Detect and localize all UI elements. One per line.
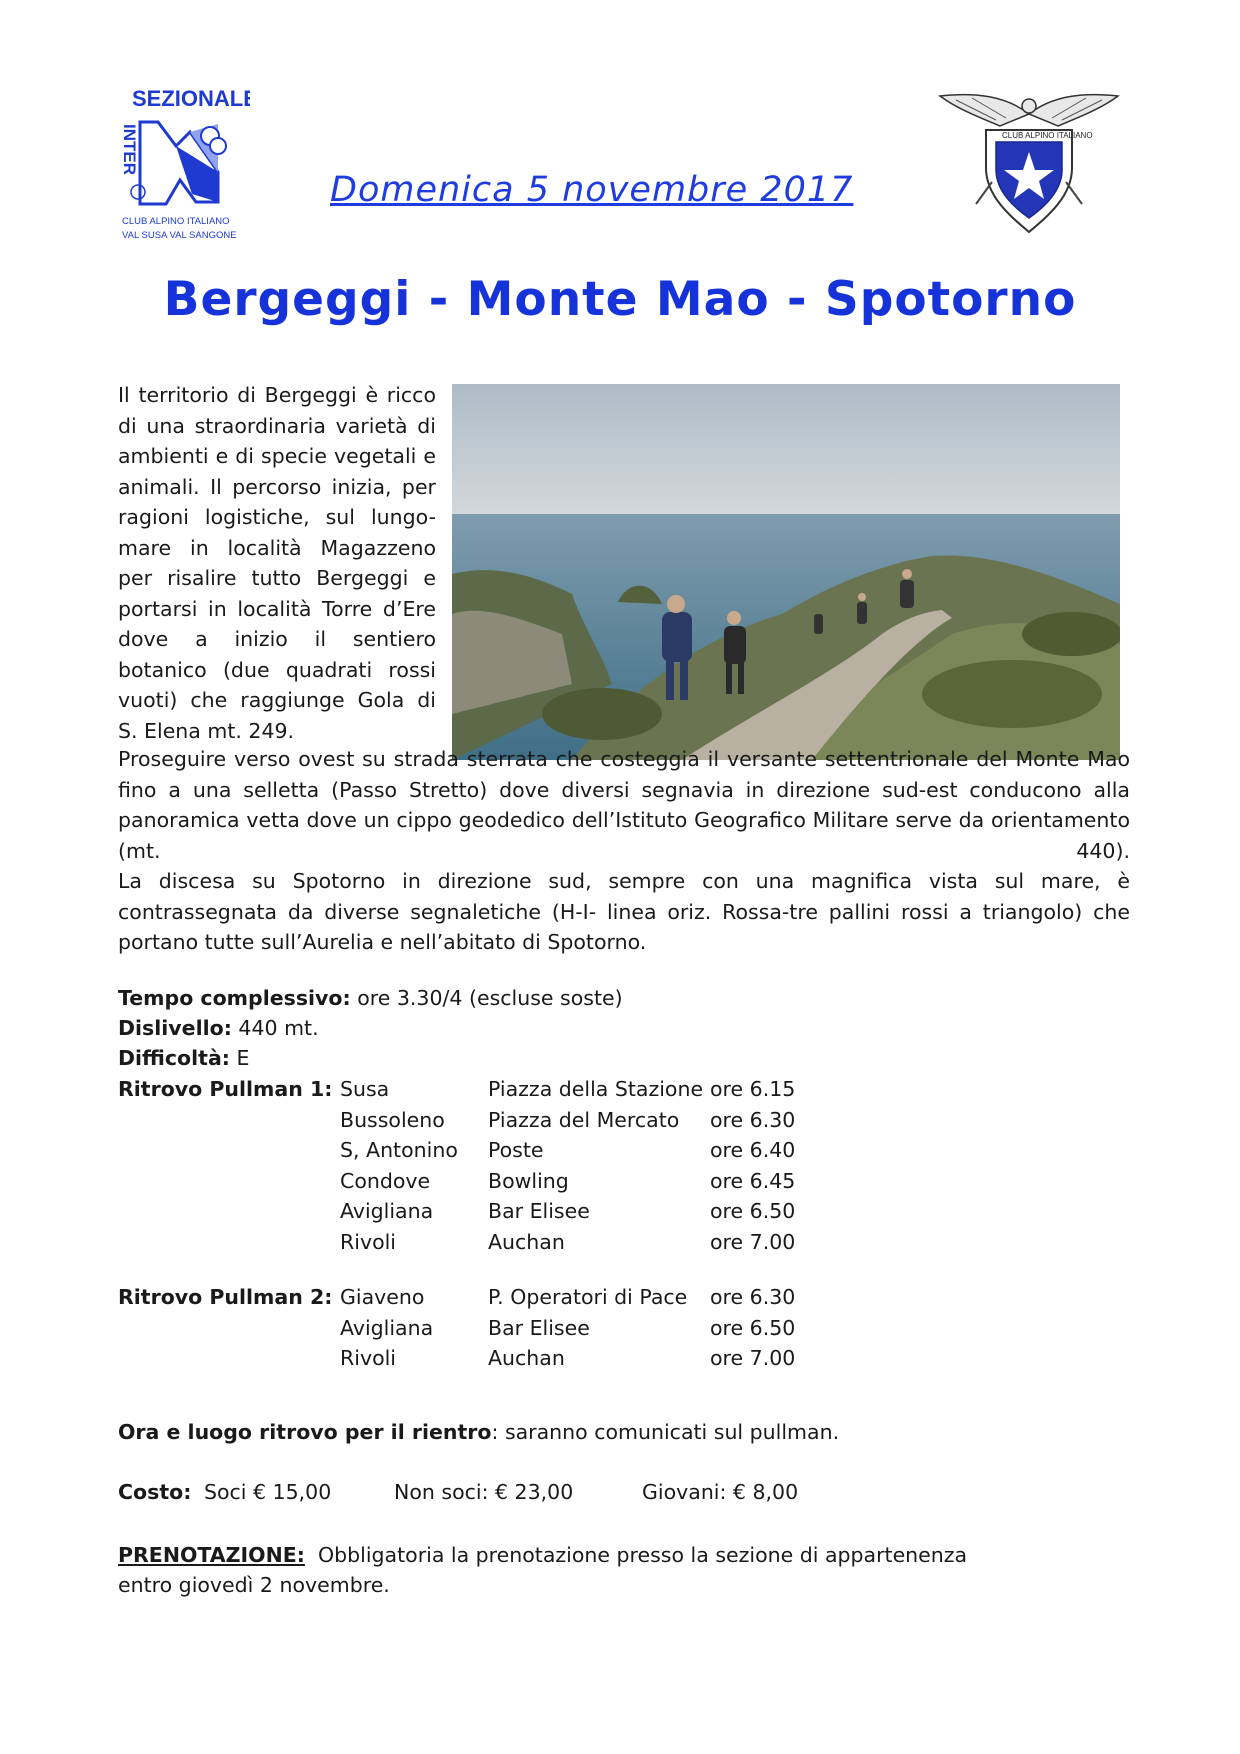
stop-time: ore 6.40: [710, 1138, 796, 1163]
stop-town: Bussoleno: [340, 1107, 445, 1132]
logo-word-top: SEZIONALE: [132, 86, 250, 111]
booking-line-2: entro giovedì 2 novembre.: [118, 1573, 390, 1597]
stop-place: Piazza del Mercato: [488, 1107, 680, 1132]
tempo-value: ore 3.30/4 (escluse soste): [350, 986, 623, 1010]
stop-time: ore 7.00: [710, 1346, 796, 1371]
stop-place: Poste: [488, 1138, 544, 1163]
pullman-2-schedule: [118, 1282, 810, 1374]
cost-label: Costo:: [118, 1480, 192, 1504]
rientro-label: Ora e luogo ritrovo per il rientro: [118, 1420, 492, 1444]
table-row: [118, 1282, 810, 1313]
intro-text: Il territorio di Bergeggi è ricco di una straordinaria varietà di ambienti e di specie vegetali e animali. Il percorso inizia, per ragioni logistiche, sul lungo-mare in località Magazzeno per risalire tutto Bergeggi e portarsi in località Torre d’Ere dove a inizio il sentiero botanico (due quadrati rossi vuoti) che raggiunge Gola di S. Elena mt. 249.: [118, 383, 436, 743]
stop-town: Condove: [340, 1168, 431, 1193]
difficolta-label: Difficoltà:: [118, 1046, 230, 1070]
cost-giovani: Giovani: € 8,00: [642, 1480, 799, 1504]
stop-time: ore 6.45: [710, 1168, 796, 1193]
stop-town: Rivoli: [340, 1346, 397, 1371]
tempo-label: Tempo complessivo:: [118, 986, 351, 1010]
tempo-line: [118, 986, 623, 1010]
stop-place: Bowling: [488, 1168, 569, 1193]
booking-line-1: Obbligatoria la prenotazione presso la sezione di appartenenza: [317, 1543, 968, 1567]
route-paragraph-1: Proseguire verso ovest su strada sterrata che costeggia il versante settentrionale del Monte Mao fino a una selletta (Passo Stretto) dove diversi segnavia in direzione sud-est conducono alla panoramica vetta dove un cippo geodedico dell’Istituto Geografico Militare serve da orientamento (mt. 440).: [118, 747, 1130, 863]
stop-time: ore 6.50: [710, 1199, 796, 1224]
hikers-photo: [452, 384, 1120, 760]
stop-place: Bar Elisee: [488, 1199, 590, 1224]
table-row: [118, 1196, 810, 1227]
table-row: [118, 1135, 810, 1166]
difficolta-value: E: [230, 1046, 250, 1070]
booking-label: PRENOTAZIONE:: [118, 1543, 305, 1567]
stop-town: Avigliana: [340, 1199, 434, 1224]
page-title: Bergeggi - Monte Mao - Spotorno: [163, 272, 1077, 327]
intersezionale-logo: [118, 84, 250, 246]
cai-eagle-logo: [936, 86, 1122, 244]
table-row: [118, 1343, 810, 1374]
booking-note: [118, 1540, 1018, 1600]
dislivello-value: 440 mt.: [231, 1016, 319, 1040]
dislivello-line: [118, 1016, 319, 1040]
stop-town: S, Antonino: [340, 1138, 458, 1163]
cost-line: [118, 1480, 799, 1504]
rientro-value: : saranno comunicati sul pullman.: [491, 1420, 840, 1444]
stop-town: Avigliana: [340, 1315, 434, 1340]
table-row: [118, 1105, 810, 1136]
table-row: [118, 1313, 810, 1344]
stop-place: Bar Elisee: [488, 1315, 590, 1340]
cost-soci: Soci € 15,00: [203, 1480, 332, 1504]
pullman-2-label: Ritrovo Pullman 2:: [118, 1285, 333, 1310]
stop-place: Auchan: [488, 1346, 565, 1371]
pullman-1-schedule: [118, 1074, 810, 1257]
stop-time: ore 6.30: [710, 1107, 796, 1132]
difficolta-line: [118, 1046, 249, 1070]
event-date: Domenica 5 novembre 2017: [330, 170, 854, 210]
logo-line-2: VAL SUSA VAL SANGONE: [122, 230, 237, 241]
logo-word-side: INTER: [120, 124, 139, 175]
stop-town: Susa: [340, 1077, 390, 1102]
rientro-line: [118, 1420, 839, 1444]
route-paragraph-2: La discesa su Spotorno in direzione sud, sempre con una magnifica vista sul mare, è contrassegnata da diverse segnaletiche (H-I- linea oriz. Rossa-tre pallini rossi a triangolo) che portano tutte sull’Aurelia e nell’abitato di Spotorno.: [118, 869, 1130, 954]
stop-time: ore 7.00: [710, 1229, 796, 1254]
description-continued: [118, 744, 1130, 958]
table-row: [118, 1074, 810, 1105]
stop-time: ore 6.50: [710, 1315, 796, 1340]
pullman-1-label: Ritrovo Pullman 1:: [118, 1077, 333, 1102]
stop-town: Giaveno: [340, 1285, 425, 1310]
logo-ring-text: CLUB ALPINO ITALIANO: [1002, 131, 1093, 140]
table-row: [118, 1166, 810, 1197]
intro-paragraph: [118, 380, 436, 746]
stop-town: Rivoli: [340, 1229, 397, 1254]
cost-non-soci: Non soci: € 23,00: [394, 1480, 574, 1504]
stop-time: ore 6.15: [710, 1077, 796, 1102]
dislivello-label: Dislivello:: [118, 1016, 232, 1040]
stop-place: P. Operatori di Pace: [488, 1285, 688, 1310]
logo-line-1: CLUB ALPINO ITALIANO: [122, 216, 230, 227]
stop-time: ore 6.30: [710, 1285, 796, 1310]
stop-place: Piazza della Stazione: [488, 1077, 704, 1102]
table-row: [118, 1227, 810, 1258]
stop-place: Auchan: [488, 1229, 565, 1254]
